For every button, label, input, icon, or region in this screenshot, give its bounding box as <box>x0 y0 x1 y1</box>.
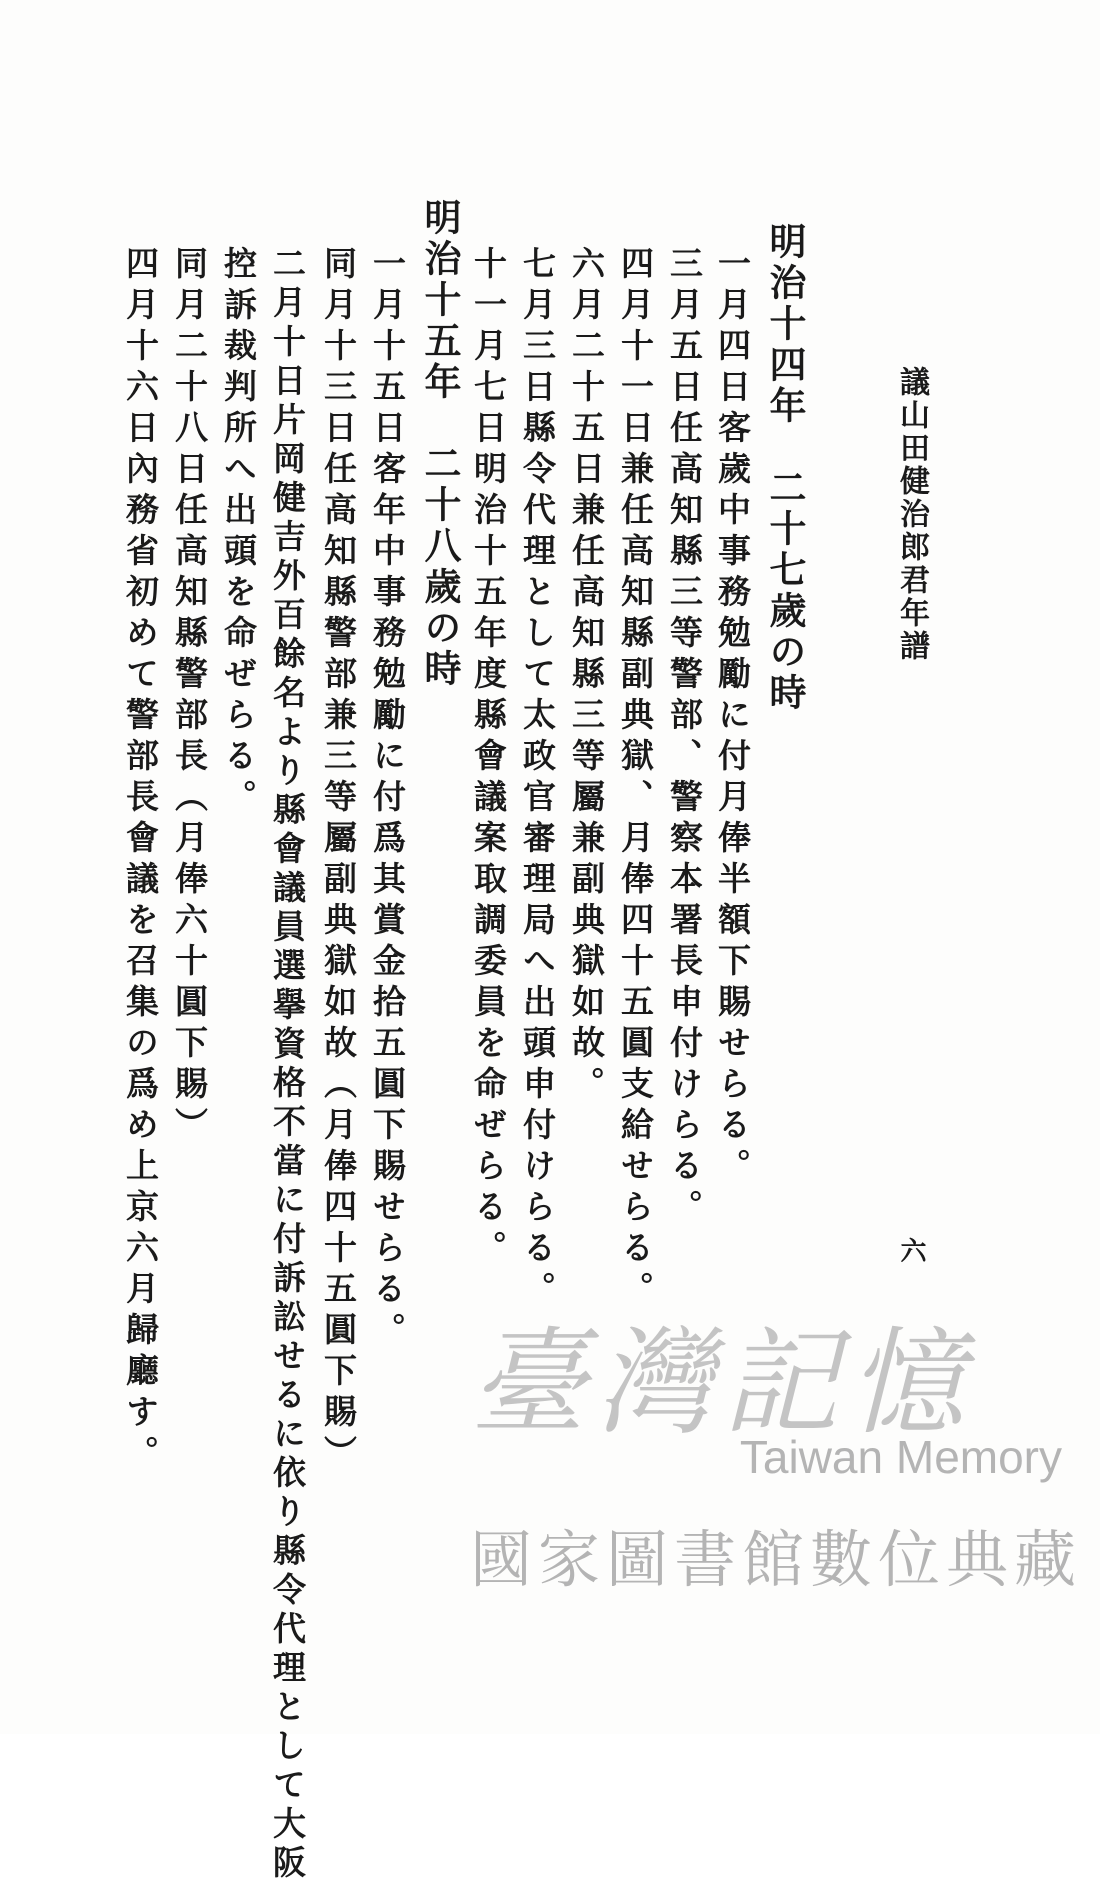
entry: 七月三日縣令代理として太政官審理局へ出頭申付けらる。 <box>518 246 557 1312</box>
watermark-chinese: 國家圖書館數位典藏 <box>470 1526 1083 1595</box>
entry: 同月十三日任高知縣警部兼三等屬副典獄如故（月俸四十五圓下賜） <box>319 246 358 1476</box>
entry: 六月二十五日兼任高知縣三等屬兼副典獄如故。 <box>567 246 606 1107</box>
page-number: 六 <box>896 1237 926 1263</box>
watermark-english: Taiwan Memory <box>739 1431 1062 1483</box>
running-head: 議山田健治郎君年譜 <box>894 366 929 663</box>
section-heading-meiji-14: 明治十四年 二十七歲の時 <box>763 222 807 714</box>
entry: 三月五日任高知縣三等警部、警察本署長申付けらる。 <box>665 246 704 1230</box>
entry: 二月十日片岡健吉外百餘名より縣會議員選擧資格不當に付訴訟せるに依り縣令代理として大阪 <box>268 246 307 1884</box>
entry: 控訴裁判所へ出頭を命ぜらる。 <box>219 246 258 820</box>
section-heading-meiji-15: 明治十五年 二十八歲の時 <box>418 198 462 690</box>
watermark-logo-calligraphy: 臺灣記憶 <box>470 1316 974 1451</box>
entry: 四月十六日內務省初めて警部長會議を召集の爲め上京六月歸廳す。 <box>121 246 160 1476</box>
entry: 同月二十八日任高知縣警部長（月俸六十圓下賜） <box>170 246 209 1148</box>
entry: 十一月七日明治十五年度縣會議案取調委員を命ぜらる。 <box>469 246 508 1271</box>
watermark <box>470 1290 1083 1620</box>
entry: 一月四日客歲中事務勉勵に付月俸半額下賜せらる。 <box>713 246 752 1189</box>
entry: 一月十五日客年中事務勉勵に付爲其賞金拾五圓下賜せらる。 <box>368 246 407 1353</box>
entry: 四月十一日兼任高知縣副典獄、月俸四十五圓支給せらる。 <box>616 246 655 1312</box>
